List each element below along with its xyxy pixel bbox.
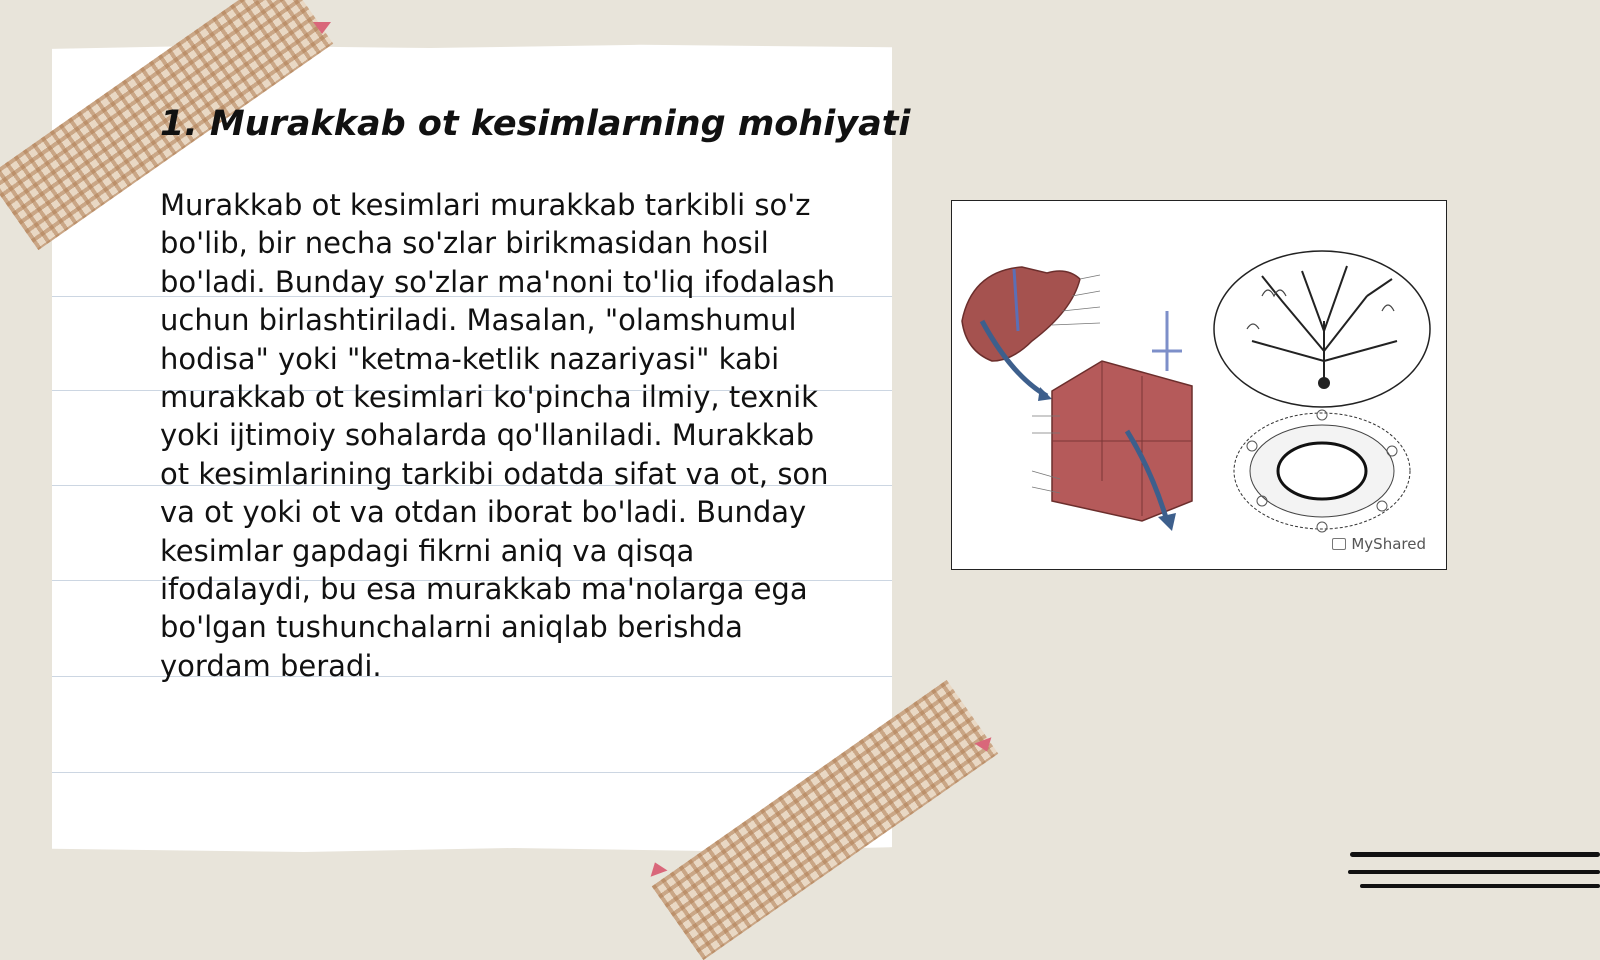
brush-stroke	[1348, 870, 1600, 874]
pin-icon	[313, 22, 331, 34]
watermark	[1332, 535, 1426, 553]
liver-anatomy-figure	[951, 200, 1447, 570]
liver-anatomy-illustration	[952, 201, 1448, 571]
chart-icon	[1332, 538, 1346, 550]
brush-stroke	[1350, 852, 1600, 857]
ruled-line	[52, 772, 892, 773]
slide-title: 1. Murakkab ot kesimlarning mohiyati	[160, 104, 911, 144]
pin-icon	[646, 859, 667, 876]
brush-stroke	[1360, 884, 1600, 888]
watermark-text: MyShared	[1351, 535, 1426, 553]
slide-body-text: Murakkab ot kesimlari murakkab tarkibli so'z bo'lib, bir necha so'zlar birikmasidan hosil bo'ladi. Bunday so'zlar ma'noni to'liq ifodalash uchun birlashtiriladi. Masalan, "olamshumul hodisa" yoki "ketma-ketlik nazariyasi" kabi murakkab ot kesimlari ko'pincha ilmiy, texnik yoki ijtimoiy sohalarda qo'llaniladi. Murakkab ot kesimlarining tarkibi odatda sifat va ot, son va ot yoki ot va otdan iborat bo'ladi. Bunday kesimlar gapdagi fikrni aniq va qisqa ifodalaydi, bu esa murakkab ma'nolarga ega bo'lgan tushunchalarni aniqlab berishda yordam beradi.	[160, 188, 836, 683]
